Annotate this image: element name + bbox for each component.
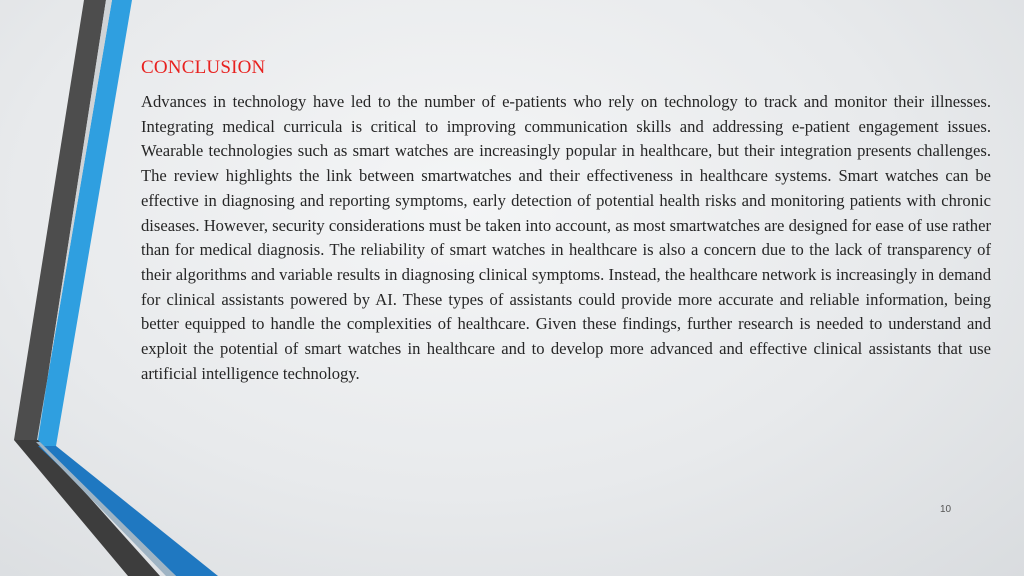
- slide-title: CONCLUSION: [141, 57, 266, 78]
- dark-lower-stripe: [14, 440, 160, 576]
- conclusion-paragraph: Advances in technology have led to the number of e-patients who rely on technology to track and monitor their illnesses. Integrating medical curricula is critical to improving communication skills and addressing e-patient engagement issues. Wearable technologies such as smart watches are increasingly popular in healthcare, but their integration presents challenges. The review highlights the link between smartwatches and their effectiveness in healthcare systems. Smart watches can be effective in diagnosing and reporting symptoms, early detection of potential health risks and monitoring patients with chronic diseases. However, security considerations must be taken into account, as most smartwatches are designed for ease of use rather than for medical diagnosis. The reliability of smart watches in healthcare is also a concern due to the lack of transparency of their algorithms and variable results in diagnosing clinical symptoms. Instead, the healthcare network is increasingly in demand for clinical assistants powered by AI. These types of assistants could provide more accurate and reliable information, being better equipped to handle the complexities of healthcare. Given these findings, further research is needed to understand and exploit the potential of smart watches in healthcare and to develop more advanced and effective clinical assistants that use artificial intelligence technology.: [141, 92, 991, 383]
- light-lower-stripe: [36, 442, 176, 576]
- page-number: 10: [940, 504, 952, 515]
